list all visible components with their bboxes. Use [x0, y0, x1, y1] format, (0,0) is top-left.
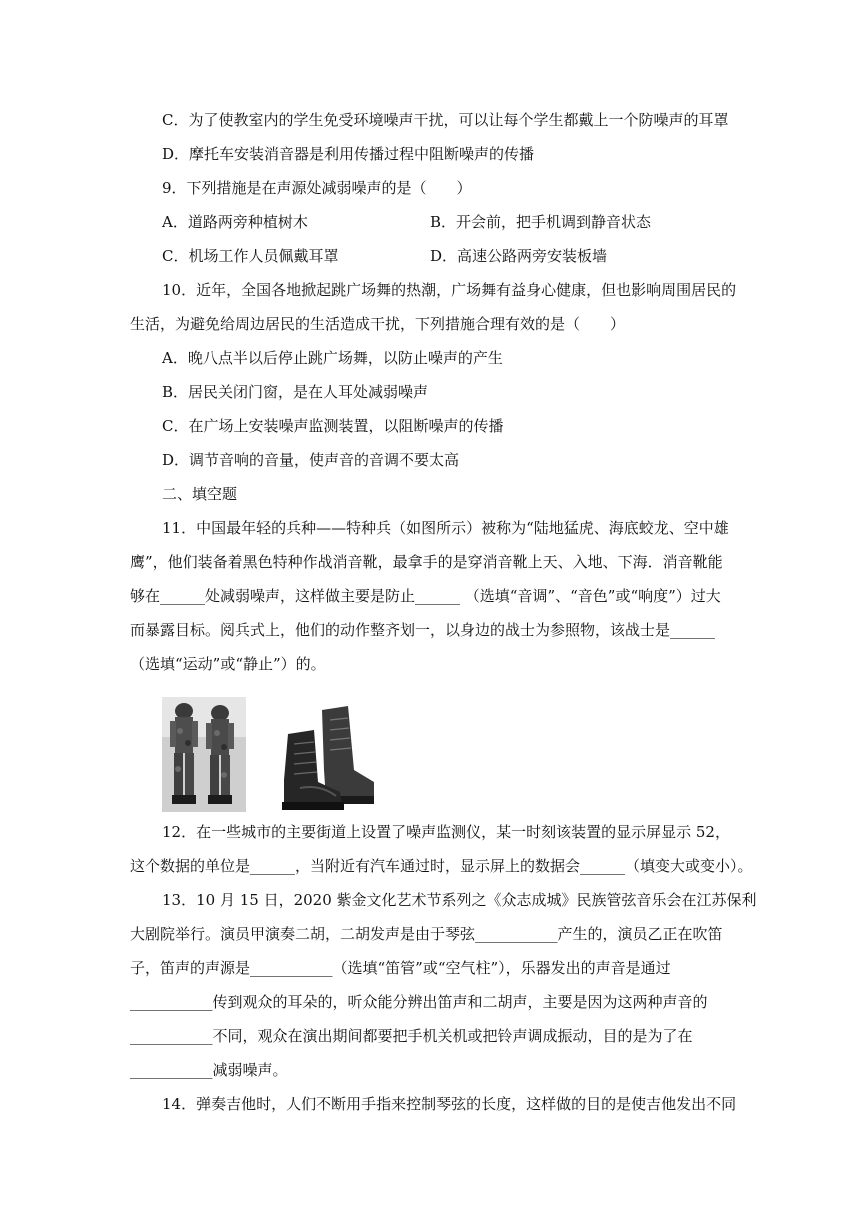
- option-9b: B．开会前，把手机调到静音状态: [430, 213, 652, 231]
- question-11-line3: 够在______处减弱噪声，这样做主要是防止______ （选填“音调”、“音色”或“响度”）过大: [130, 587, 721, 605]
- soldiers-photo: [162, 697, 246, 812]
- section-heading: 二、填空题: [162, 485, 238, 503]
- question-13-line5: ___________不同，观众在演出期间都要把手机关机或把铃声调成振动，目的是为了在: [130, 1027, 693, 1045]
- question-11-line1: 11．中国最年轻的兵种——特种兵（如图所示）被称为“陆地猛虎、海底蛟龙、空中雄: [162, 519, 729, 537]
- question-11-line2: 鹰”，他们装备着黑色特种作战消音靴，最拿手的是穿消音靴上天、入地、下海．消音靴能: [130, 553, 723, 571]
- option-10d: D．调节音响的音量，使声音的音调不要太高: [162, 451, 460, 469]
- question-14-line1: 14．弹奏吉他时，人们不断用手指来控制琴弦的长度，这样做的目的是使吉他发出不同: [162, 1095, 737, 1113]
- question-10-line1: 10．近年，全国各地掀起跳广场舞的热潮，广场舞有益身心健康，但也影响周围居民的: [162, 281, 737, 299]
- question-11-line5: （选填“运动”或“静止”）的。: [130, 655, 326, 673]
- question-12-line1: 12．在一些城市的主要街道上设置了噪声监测仪，某一时刻该装置的显示屏显示 52，: [162, 823, 730, 841]
- option-10b: B．居民关闭门窗，是在人耳处减弱噪声: [162, 383, 429, 401]
- option-10c: C．在广场上安装噪声监测装置，以阻断噪声的传播: [162, 417, 504, 435]
- option-8d: D．摩托车安装消音器是利用传播过程中阻断噪声的传播: [162, 145, 535, 163]
- question-13-line3: 子，笛声的声源是___________（选填“笛管”或“空气柱”），乐器发出的声音是通过: [130, 959, 671, 977]
- combat-boots-photo: [270, 700, 378, 812]
- question-13-line6: ___________减弱噪声。: [130, 1061, 288, 1079]
- question-12-line2: 这个数据的单位是______，当附近有汽车通过时，显示屏上的数据会______（填变大或变小）。: [130, 857, 753, 875]
- question-9: 9．下列措施是在声源处减弱噪声的是（ ）: [162, 179, 472, 197]
- question-11-line4: 而暴露目标。阅兵式上，他们的动作整齐划一，以身边的战士为参照物，该战士是______: [130, 621, 716, 639]
- option-10a: A．晚八点半以后停止跳广场舞，以防止噪声的产生: [162, 349, 503, 367]
- option-9a: A．道路两旁种植树木: [162, 213, 308, 231]
- option-8c: C．为了使教室内的学生免受环境噪声干扰，可以让每个学生都戴上一个防噪声的耳罩: [162, 111, 729, 129]
- option-9c: C．机场工作人员佩戴耳罩: [162, 247, 339, 265]
- question-13-line2: 大剧院举行。演员甲演奏二胡，二胡发声是由于琴弦___________产生的，演员乙正在吹笛: [130, 925, 723, 943]
- question-10-line2: 生活，为避免给周边居民的生活造成干扰，下列措施合理有效的是（ ）: [130, 315, 626, 333]
- question-13-line4: ___________传到观众的耳朵的，听众能分辨出笛声和二胡声，主要是因为这两种声音的: [130, 993, 708, 1011]
- option-9d: D．高速公路两旁安装板墙: [430, 247, 608, 265]
- question-13-line1: 13．10 月 15 日，2020 紫金文化艺术节系列之《众志成城》民族管弦音乐会在江苏保利: [162, 891, 757, 909]
